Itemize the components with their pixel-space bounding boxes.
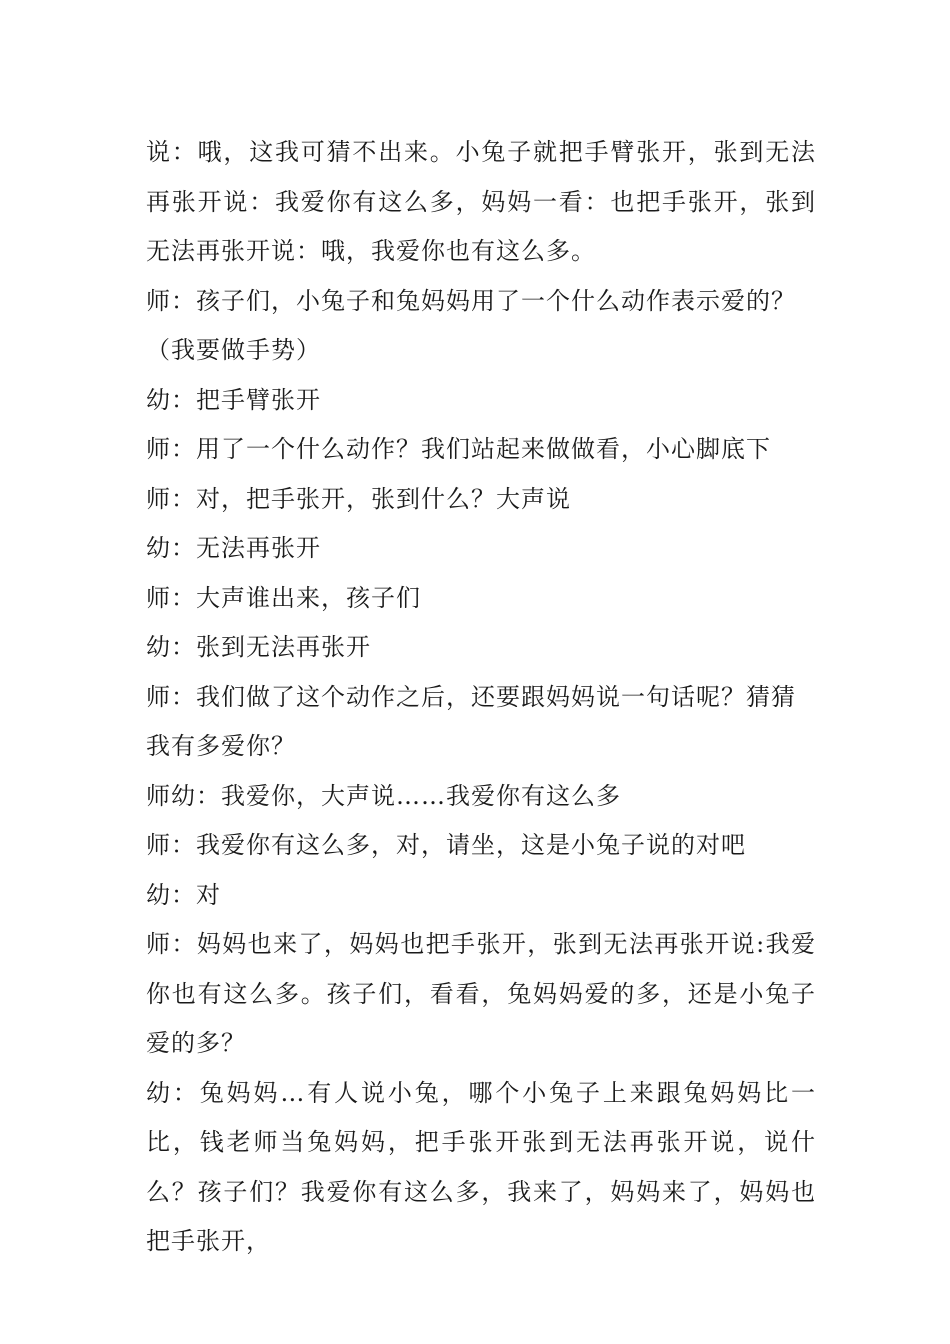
paragraph-8: 幼：张到无法再张开	[146, 633, 371, 661]
paragraph-9: 师：我们做了这个动作之后，还要跟妈妈说一句话呢？猜猜我有多爱你？	[146, 682, 796, 760]
paragraph-6: 幼：无法再张开	[146, 534, 321, 562]
document-body	[146, 128, 816, 1267]
paragraph-11: 师：我爱你有这么多，对，请坐，这是小兔子说的对吧	[146, 831, 746, 859]
paragraph-2: 师：孩子们，小兔子和兔妈妈用了一个什么动作表示爱的？（我要做手势）	[146, 286, 796, 364]
paragraph-1: 说：哦，这我可猜不出来。小兔子就把手臂张开，张到无法再张开说：我爱你有这么多，妈妈一看：也把手张开，张到无法再张开说：哦，我爱你也有这么多。	[146, 138, 816, 265]
paragraph-3: 幼：把手臂张开	[146, 385, 321, 414]
paragraph-4: 师：用了一个什么动作？我们站起来做做看，小心脚底下	[146, 435, 771, 463]
paragraph-14: 幼：兔妈妈…有人说小兔，哪个小兔子上来跟兔妈妈比一比，钱老师当兔妈妈，把手张开张到无法再张开说，说什么？孩子们？我爱你有这么多，我来了，妈妈来了，妈妈也把手张开，	[146, 1078, 816, 1255]
paragraph-7: 师：大声谁出来，孩子们	[146, 583, 421, 612]
paragraph-10: 师幼：我爱你，大声说……我爱你有这么多	[146, 781, 621, 810]
paragraph-5: 师：对，把手张开，张到什么？大声说	[146, 484, 571, 513]
paragraph-12: 幼：对	[146, 880, 221, 909]
paragraph-13: 师：妈妈也来了，妈妈也把手张开，张到无法再张开说:我爱你也有这么多。孩子们，看看，兔妈妈爱的多，还是小兔子爱的多？	[146, 930, 816, 1057]
